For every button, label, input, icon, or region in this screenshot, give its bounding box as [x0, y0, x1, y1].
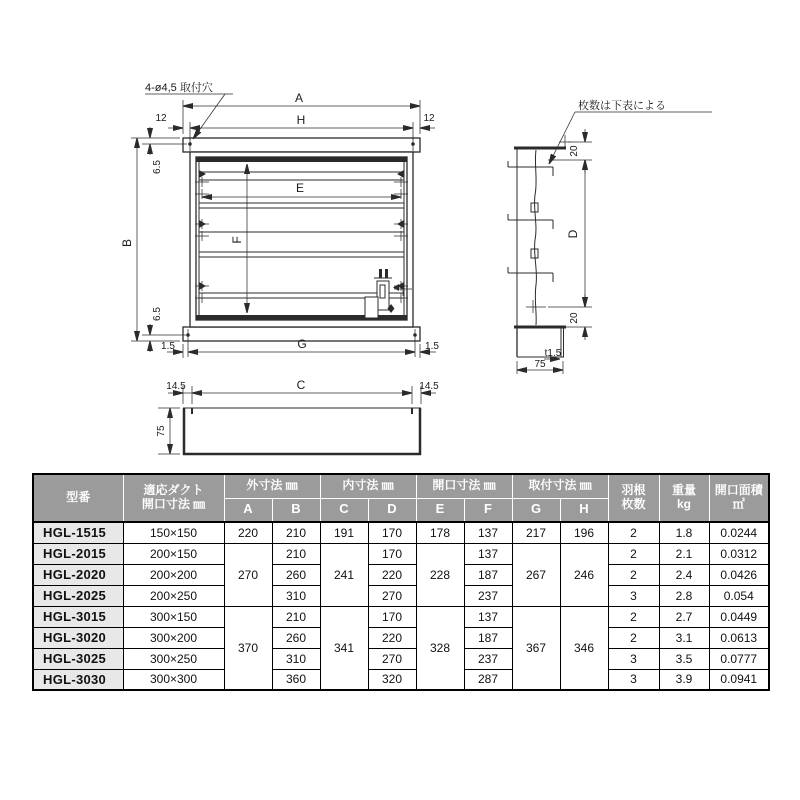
header-area-line2: ㎡	[732, 497, 745, 511]
cell-model: HGL-2025	[33, 585, 123, 606]
cell-a: 220	[224, 522, 272, 543]
cell-area: 0.0449	[709, 606, 769, 627]
dim-label-20-bottom: 20	[569, 312, 580, 324]
cell-d: 320	[368, 669, 416, 690]
header-duct-line1: 適応ダクト	[143, 483, 204, 498]
cell-e: 178	[416, 522, 464, 543]
table-row	[33, 669, 769, 690]
cell-weight: 2.8	[659, 585, 709, 606]
cell-d: 220	[368, 627, 416, 648]
cell-blades: 2	[608, 627, 659, 648]
dim-label-65-top: 6.5	[152, 160, 163, 174]
cell-weight: 3.5	[659, 648, 709, 669]
cell-duct: 200×250	[123, 585, 224, 606]
header-dim-f: F	[464, 498, 512, 522]
header-weight-line2: kg	[676, 497, 691, 511]
cell-area: 0.0777	[709, 648, 769, 669]
header-dim-b: B	[272, 498, 320, 522]
cell-e: 328	[416, 606, 464, 690]
header-inner: 内寸法 ㎜	[320, 474, 416, 498]
cell-f: 237	[464, 585, 512, 606]
front-view-drawing	[120, 80, 439, 358]
cell-d: 170	[368, 543, 416, 564]
cell-f: 137	[464, 606, 512, 627]
cell-d: 270	[368, 648, 416, 669]
cell-duct: 300×250	[123, 648, 224, 669]
side-blades	[508, 161, 553, 282]
hole-callout-text: 4-ø4,5 取付穴	[145, 82, 213, 94]
header-blades-line1: 羽根	[621, 483, 646, 498]
table-row	[33, 585, 769, 606]
cell-a: 270	[224, 543, 272, 606]
cell-b: 210	[272, 606, 320, 627]
dim-label-145-left: 14.5	[166, 381, 186, 392]
cell-model: HGL-3030	[33, 669, 123, 690]
cell-model: HGL-3025	[33, 648, 123, 669]
cell-b: 310	[272, 648, 320, 669]
cell-model: HGL-3020	[33, 627, 123, 648]
cell-model: HGL-2020	[33, 564, 123, 585]
dim-label-12-right: 12	[423, 113, 435, 124]
dim-label-b: B	[120, 238, 134, 248]
cell-f: 137	[464, 543, 512, 564]
header-area	[709, 474, 769, 522]
cell-weight: 2.1	[659, 543, 709, 564]
dim-label-65-bottom: 6.5	[152, 307, 163, 321]
header-opening: 開口寸法 ㎜	[416, 474, 512, 498]
cell-c: 241	[320, 543, 368, 606]
header-weight	[659, 474, 709, 522]
header-dim-c: C	[320, 498, 368, 522]
dim-label-15-left: 1.5	[161, 341, 175, 352]
cell-duct: 200×200	[123, 564, 224, 585]
header-duct-line2: 開口寸法 ㎜	[141, 497, 206, 511]
cell-b: 310	[272, 585, 320, 606]
header-dim-g: G	[512, 498, 560, 522]
side-view-drawing	[508, 98, 712, 374]
dim-label-thickness: t1.5	[544, 348, 562, 359]
dim-label-side-75: 75	[534, 359, 546, 370]
header-blades	[608, 474, 659, 522]
cell-g: 267	[512, 543, 560, 606]
cell-area: 0.0941	[709, 669, 769, 690]
header-mounting: 取付寸法 ㎜	[512, 474, 608, 498]
cell-blades: 3	[608, 648, 659, 669]
cell-d: 170	[368, 606, 416, 627]
cell-weight: 3.9	[659, 669, 709, 690]
cell-model: HGL-3015	[33, 606, 123, 627]
table-row	[33, 606, 769, 627]
cell-f: 187	[464, 564, 512, 585]
cell-duct: 300×300	[123, 669, 224, 690]
header-blades-line2: 枚数	[621, 497, 646, 511]
cell-a: 370	[224, 606, 272, 690]
table-row	[33, 564, 769, 585]
cell-h: 246	[560, 543, 608, 606]
dim-label-20-top: 20	[569, 145, 580, 157]
cell-d: 270	[368, 585, 416, 606]
header-duct	[123, 474, 224, 522]
cell-b: 210	[272, 543, 320, 564]
dim-label-e: E	[295, 181, 305, 195]
cell-f: 187	[464, 627, 512, 648]
cell-f: 137	[464, 522, 512, 543]
cell-weight: 1.8	[659, 522, 709, 543]
cell-b: 260	[272, 627, 320, 648]
blade-count-callout-text: 枚数は下表による	[578, 100, 666, 112]
table-row	[33, 648, 769, 669]
header-dim-h: H	[560, 498, 608, 522]
header-dim-a: A	[224, 498, 272, 522]
dim-label-g: G	[297, 337, 307, 351]
cell-weight: 2.7	[659, 606, 709, 627]
spec-table	[32, 473, 770, 691]
dim-label-f: F	[230, 236, 244, 244]
dim-label-h: H	[296, 113, 306, 127]
cell-model: HGL-2015	[33, 543, 123, 564]
cell-duct: 300×200	[123, 627, 224, 648]
cell-blades: 2	[608, 564, 659, 585]
cell-area: 0.0312	[709, 543, 769, 564]
cell-weight: 2.4	[659, 564, 709, 585]
dim-label-c: C	[296, 378, 306, 392]
cell-g: 217	[512, 522, 560, 543]
cell-duct: 300×150	[123, 606, 224, 627]
cell-area: 0.0426	[709, 564, 769, 585]
dim-label-a: A	[294, 91, 304, 105]
dim-label-bottom-75: 75	[156, 425, 167, 437]
dim-label-12-left: 12	[155, 113, 167, 124]
cell-duct: 150×150	[123, 522, 224, 543]
cell-d: 220	[368, 564, 416, 585]
cell-f: 287	[464, 669, 512, 690]
dim-label-15-right: 1.5	[425, 341, 439, 352]
cell-model: HGL-1515	[33, 522, 123, 543]
spec-table-wrap	[32, 473, 768, 691]
cell-area: 0.0613	[709, 627, 769, 648]
cell-c: 191	[320, 522, 368, 543]
cell-b: 260	[272, 564, 320, 585]
cell-blades: 2	[608, 543, 659, 564]
cell-b: 210	[272, 522, 320, 543]
table-row	[33, 627, 769, 648]
header-area-line1: 開口面積	[714, 483, 763, 498]
cell-h: 196	[560, 522, 608, 543]
header-dim-e: E	[416, 498, 464, 522]
bottom-view-drawing	[156, 378, 439, 455]
cell-blades: 2	[608, 522, 659, 543]
cell-h: 346	[560, 606, 608, 690]
cell-c: 341	[320, 606, 368, 690]
table-row	[33, 522, 769, 543]
table-row	[33, 543, 769, 564]
cell-blades: 2	[608, 606, 659, 627]
cell-e: 228	[416, 543, 464, 606]
header-weight-line1: 重量	[671, 483, 696, 498]
cell-weight: 3.1	[659, 627, 709, 648]
cell-blades: 3	[608, 669, 659, 690]
cell-duct: 200×150	[123, 543, 224, 564]
dim-label-d: D	[566, 229, 580, 239]
cell-f: 237	[464, 648, 512, 669]
cell-area: 0.0244	[709, 522, 769, 543]
dim-label-145-right: 14.5	[419, 381, 439, 392]
cell-d: 170	[368, 522, 416, 543]
header-dim-d: D	[368, 498, 416, 522]
header-outer: 外寸法 ㎜	[224, 474, 320, 498]
cell-blades: 3	[608, 585, 659, 606]
cell-area: 0.054	[709, 585, 769, 606]
cell-b: 360	[272, 669, 320, 690]
header-model: 型番	[33, 474, 123, 522]
cell-g: 367	[512, 606, 560, 690]
